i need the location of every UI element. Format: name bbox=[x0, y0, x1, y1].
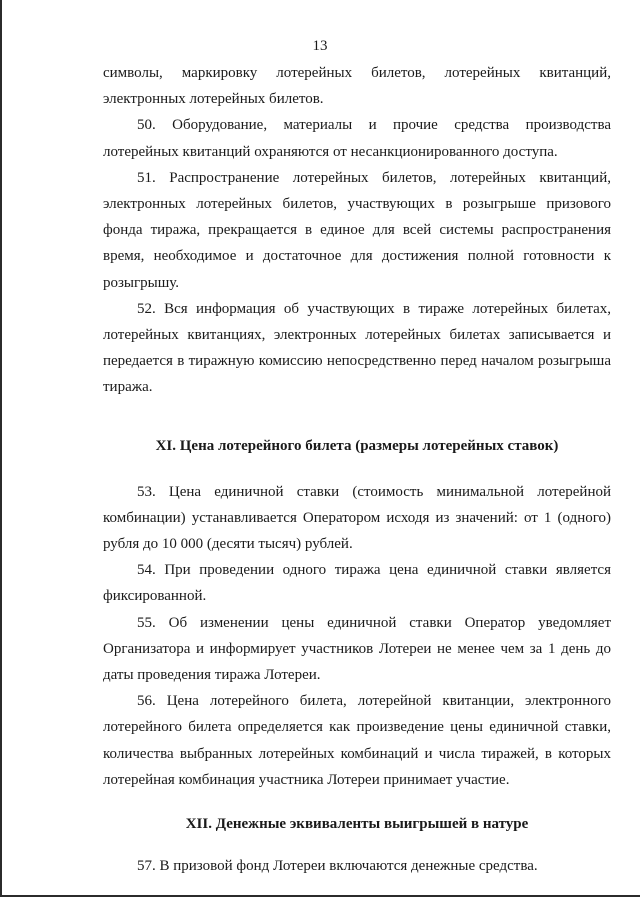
section-heading-xi: XI. Цена лотерейного билета (размеры лотерейных ставок) bbox=[155, 437, 559, 454]
section-heading-xii: XII. Денежные эквиваленты выигрышей в натуре bbox=[185, 816, 529, 833]
page-number: 13 bbox=[312, 38, 328, 54]
document-body bbox=[103, 60, 611, 879]
paragraph-55: 55. Об изменении цены единичной ставки Оператор уведомляет Организатора и информирует участников Лотереи не менее чем за 1 день до даты проведения тиража Лотереи. bbox=[103, 614, 611, 684]
paragraph-intro: символы, маркировку лотерейных билетов, лотерейных квитанций, электронных лотерейных билетов. bbox=[103, 65, 611, 108]
paragraph-56: 56. Цена лотерейного билета, лотерейной квитанции, электронного лотерейного билета определяется как произведение цены единичной ставки, количества выбранных лотерейных комбинаций и числа тиражей, в которых лотерейная комбинация участника Лотереи принимает участие. bbox=[103, 693, 611, 788]
paragraph-53: 53. Цена единичной ставки (стоимость минимальной лотерейной комбинации) устанавливается Оператором исходя из значений: от 1 (одного) рубля до 10 000 (десяти тысяч) рублей. bbox=[103, 483, 611, 553]
paragraph-51: 51. Распространение лотерейных билетов, лотерейных квитанций, электронных лотерейных билетов, участвующих в розыгрыше призового фонда тиража, прекращается в единое для всей системы распространения время, необходимое и достаточное для достижения полной готовности к розыгрышу. bbox=[103, 169, 611, 291]
paragraph-57: 57. В призовой фонд Лотереи включаются денежные средства. bbox=[137, 858, 538, 875]
paragraph-52: 52. Вся информация об участвующих в тираже лотерейных билетах, лотерейных квитанциях, электронных лотерейных билетах записывается и передается в тиражную комиссию непосредственно перед началом розыгрыша тиража. bbox=[103, 300, 611, 396]
paragraph-50: 50. Оборудование, материалы и прочие средства производства лотерейных квитанций охраняются от несанкционированного доступа. bbox=[103, 117, 611, 160]
paragraph-54: 54. При проведении одного тиража цена единичной ставки является фиксированной. bbox=[103, 562, 611, 605]
